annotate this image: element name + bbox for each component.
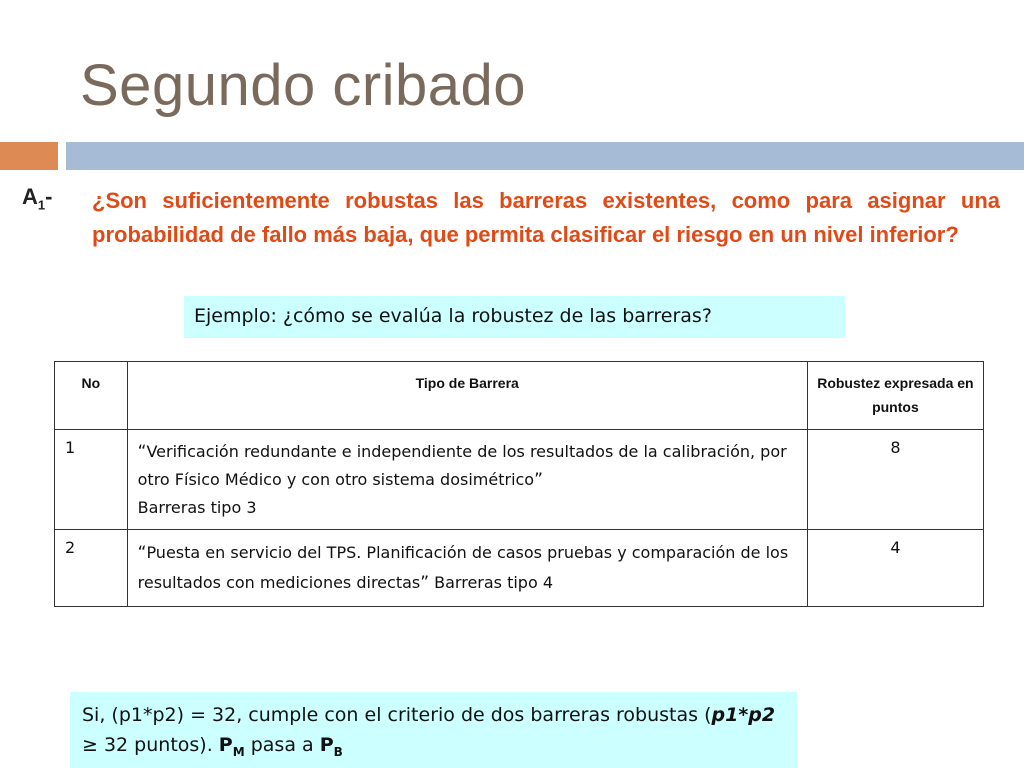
- result-pb-letter: P: [319, 734, 334, 756]
- open-quote: “: [137, 442, 147, 462]
- barriers-table: [54, 361, 984, 607]
- result-pm-letter: P: [218, 734, 233, 756]
- question-label-letter: A: [22, 184, 38, 209]
- question-text: ¿Son suficientemente robustas las barreras existentes, como para asignar una probabilidad de fallo más baja, que permita clasificar el riesgo en un nivel inferior?: [92, 188, 1000, 247]
- barrier-type: Barreras tipo 3: [137, 498, 257, 517]
- row-number: 2: [55, 530, 128, 607]
- barrier-text: Puesta en servicio del TPS. Planificación de casos pruebas y comparación de los resultados con mediciones directas: [137, 543, 789, 592]
- result-pb: [319, 734, 343, 759]
- result-bold-expression: p1*p2: [711, 704, 776, 726]
- result-pb-sub: B: [333, 744, 343, 759]
- open-quote: “: [137, 543, 147, 563]
- slide-title: Segundo cribado: [80, 53, 527, 118]
- accent-bar-orange: [0, 142, 58, 170]
- result-text-1: Si, (p1*p2) = 32, cumple con el criterio de dos barreras robustas (: [82, 704, 712, 726]
- example-box: Ejemplo: ¿cómo se evalúa la robustez de las barreras?: [184, 296, 845, 338]
- barrier-points: 4: [807, 530, 983, 607]
- question-label-subscript: 1: [37, 197, 46, 213]
- barrier-text: Verificación redundante e independiente de los resultados de la calibración, por otro Físico Médico y con otro sistema dosimétrico: [137, 442, 787, 489]
- close-quote: ”: [420, 573, 430, 593]
- close-quote: ”: [534, 470, 543, 490]
- result-text-2: ≥ 32 puntos).: [82, 734, 219, 756]
- accent-bar-blue: [66, 142, 1024, 170]
- result-box: [70, 692, 797, 768]
- header-tipo-barrera: Tipo de Barrera: [127, 362, 807, 430]
- row-number: 1: [55, 430, 128, 530]
- header-robustez: Robustez expresada en puntos: [807, 362, 983, 430]
- table-row: [55, 530, 984, 607]
- barrier-type: Barreras tipo 4: [429, 573, 554, 592]
- table-row: [55, 430, 984, 530]
- table-header-row: [55, 362, 984, 430]
- barrier-description: [127, 530, 807, 607]
- result-pm-sub: M: [232, 744, 245, 759]
- header-no: No: [55, 362, 128, 430]
- result-middle: pasa a: [244, 734, 320, 756]
- question-label: [22, 184, 52, 212]
- barrier-description: [127, 430, 807, 530]
- question-label-suffix: -: [45, 184, 53, 209]
- barrier-points: 8: [807, 430, 983, 530]
- result-pm: [218, 734, 245, 759]
